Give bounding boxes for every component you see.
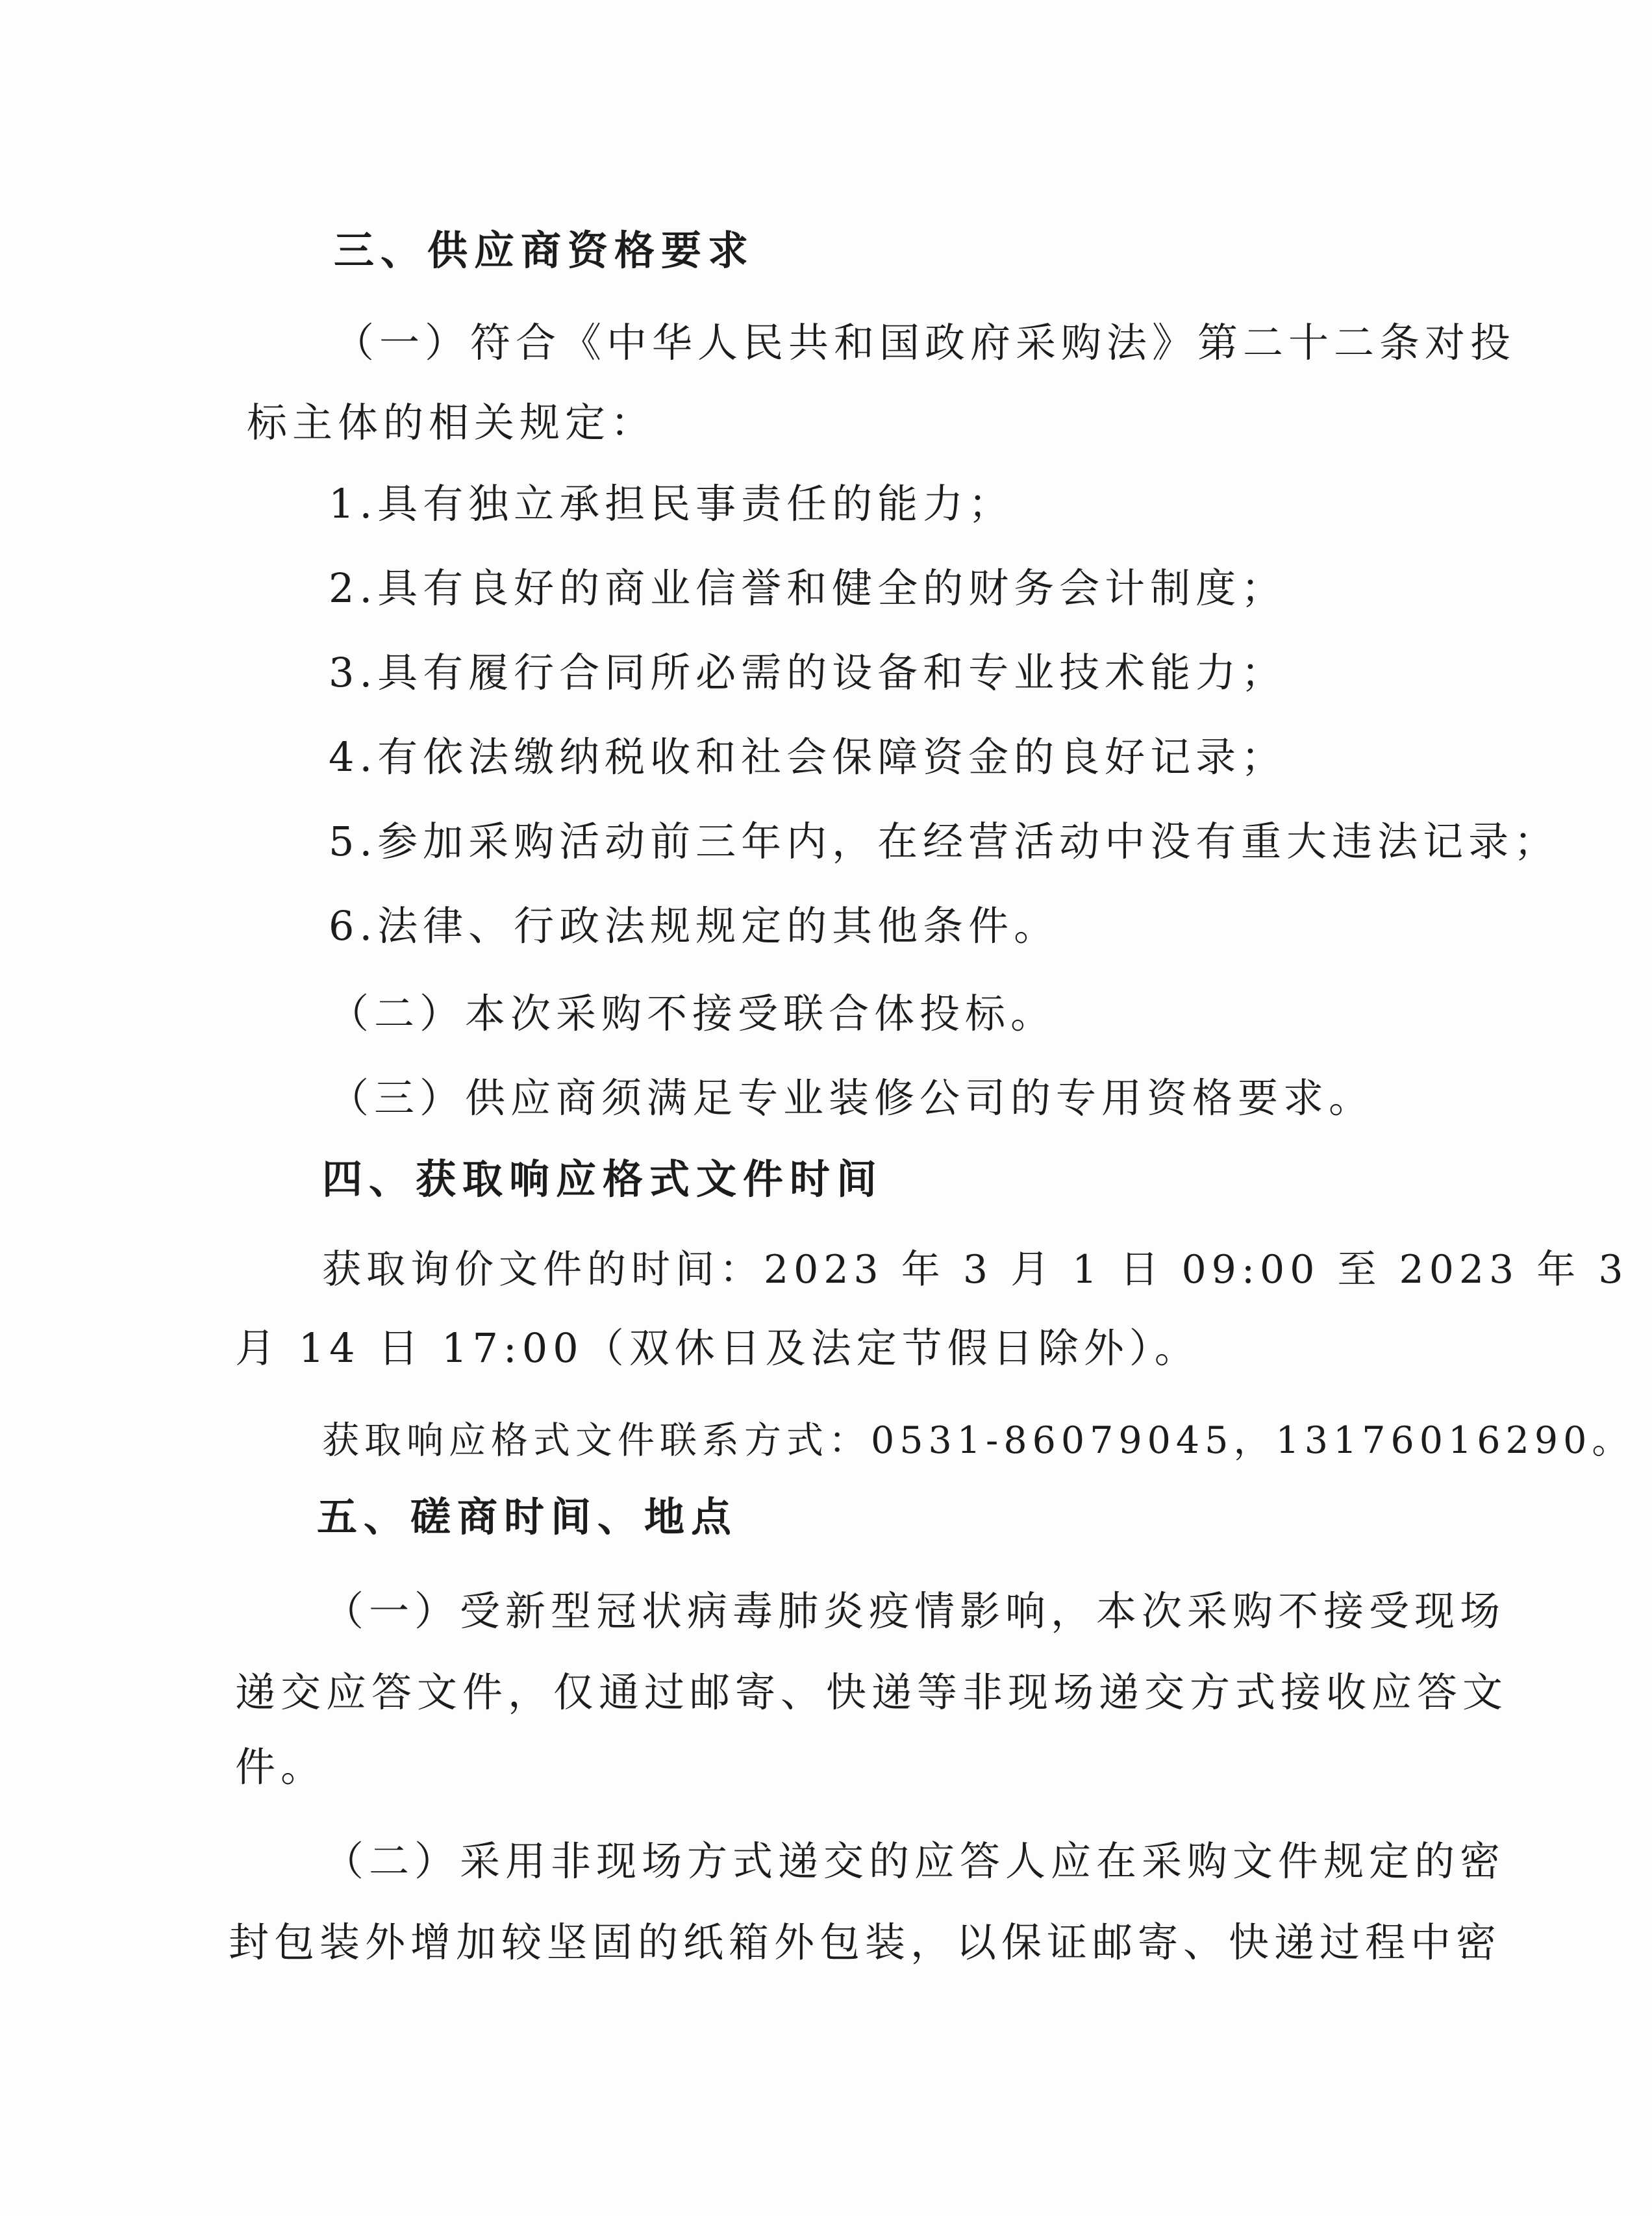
section-3-item-1-line-1: （一）符合《中华人民共和国政府采购法》第二十二条对投 [334, 319, 1516, 366]
section-5-p2-line-1: （二）采用非现场方式递交的应答人应在采购文件规定的密 [323, 1837, 1506, 1885]
section-5-p1-line-1: （一）受新型冠状病毒肺炎疫情影响，本次采购不接受现场 [323, 1587, 1506, 1635]
requirement-2: 2.具有良好的商业信誉和健全的财务会计制度； [329, 564, 1287, 612]
requirement-3: 3.具有履行合同所必需的设备和专业技术能力； [329, 649, 1287, 696]
time-line-2: 月 14 日 17:00（双休日及法定节假日除外）。 [235, 1324, 1200, 1372]
section-3-item-2: （二）本次采购不接受联合体投标。 [329, 990, 1057, 1037]
section-5-heading: 五、磋商时间、地点 [317, 1493, 738, 1541]
section-3-heading: 三、供应商资格要求 [334, 227, 755, 274]
section-3-item-1-line-2: 标主体的相关规定： [247, 399, 657, 446]
requirement-1: 1.具有独立承担民事责任的能力； [329, 480, 1014, 527]
section-5-p2-line-2: 封包装外增加较坚固的纸箱外包装，以保证邮寄、快递过程中密 [229, 1919, 1502, 1966]
time-line-1: 获取询价文件的时间：2023 年 3 月 1 日 09:00 至 2023 年 3 [322, 1247, 1629, 1292]
section-4-heading: 四、获取响应格式文件时间 [322, 1155, 884, 1203]
section-5-p1-line-2: 递交应答文件，仅通过邮寄、快递等非现场递交方式接收应答文 [235, 1668, 1508, 1716]
section-3-item-3: （三）供应商须满足专业装修公司的专用资格要求。 [329, 1074, 1375, 1122]
section-5-p1-line-3: 件。 [235, 1743, 327, 1791]
requirement-6: 6.法律、行政法规规定的其他条件。 [329, 902, 1060, 950]
requirement-4: 4.有依法缴纳税收和社会保障资金的良好记录； [329, 733, 1287, 781]
contact-line: 获取响应格式文件联系方式：0531-86079045，13176016290。 [322, 1419, 1634, 1462]
requirement-5: 5.参加采购活动前三年内，在经营活动中没有重大违法记录； [329, 818, 1560, 865]
